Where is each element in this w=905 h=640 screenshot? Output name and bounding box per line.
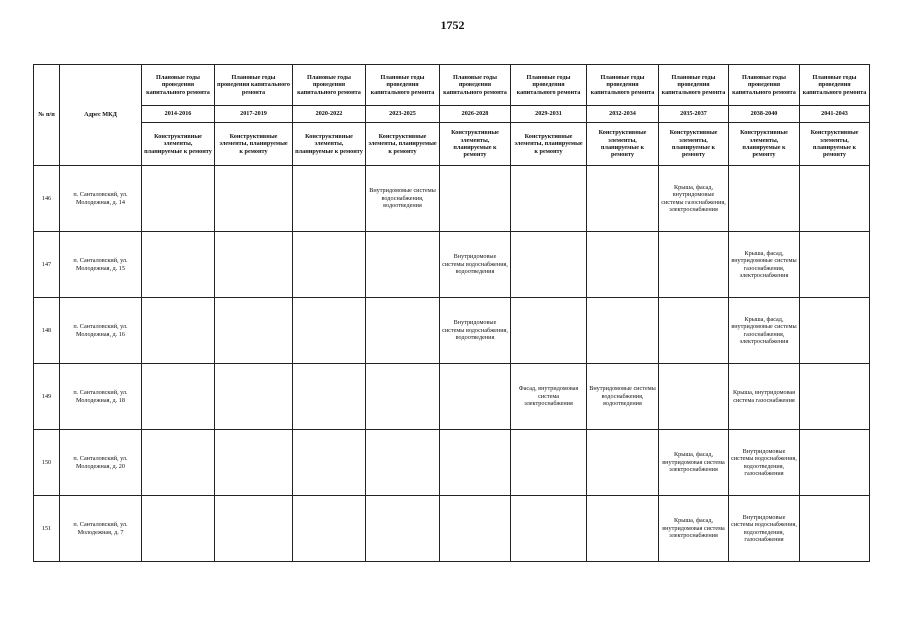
row-elements-cell: Крыша, фасад, внутридомовые системы газоснабжения, электроснабжения	[659, 166, 729, 232]
table-row	[34, 298, 870, 364]
header-elements-label: Конструктивные элементы, планируемые к ремонту	[215, 123, 293, 166]
row-elements-cell	[142, 232, 215, 298]
row-elements-cell	[659, 298, 729, 364]
header-period-range: 2017-2019	[215, 106, 293, 123]
row-elements-cell: Внутридомовые системы водоснабжения, водоотведения	[587, 364, 659, 430]
row-elements-cell	[440, 166, 511, 232]
row-elements-cell	[366, 430, 440, 496]
row-number: 149	[34, 364, 60, 430]
row-elements-cell: Фасад, внутридомовая система электроснабжения	[511, 364, 587, 430]
row-number: 151	[34, 496, 60, 562]
row-elements-cell: Внутридомовые системы водоснабжения, водоотведения	[366, 166, 440, 232]
header-period-label: Плановые годы проведения капитального ремонта	[142, 65, 215, 106]
header-elements-label: Конструктивные элементы, планируемые к ремонту	[511, 123, 587, 166]
row-elements-cell	[440, 496, 511, 562]
row-elements-cell	[800, 430, 870, 496]
row-elements-cell	[215, 496, 293, 562]
row-elements-cell	[800, 298, 870, 364]
table-header	[34, 65, 870, 166]
header-period-label: Плановые годы проведения капитального ремонта	[293, 65, 366, 106]
row-address: п. Санталовский, ул. Молодежная, д. 18	[60, 364, 142, 430]
row-elements-cell	[215, 298, 293, 364]
row-elements-cell	[293, 298, 366, 364]
row-address: п. Санталовский, ул. Молодежная, д. 16	[60, 298, 142, 364]
row-elements-cell	[366, 298, 440, 364]
row-elements-cell	[587, 430, 659, 496]
header-elements-label: Конструктивные элементы, планируемые к ремонту	[659, 123, 729, 166]
header-address: Адрес МКД	[60, 65, 142, 166]
header-elements-label: Конструктивные элементы, планируемые к ремонту	[729, 123, 800, 166]
row-number: 148	[34, 298, 60, 364]
row-elements-cell: Крыша, фасад, внутридомовая система электроснабжения	[659, 496, 729, 562]
row-elements-cell	[215, 430, 293, 496]
header-period-label: Плановые годы проведения капитального ремонта	[215, 65, 293, 106]
row-elements-cell	[511, 166, 587, 232]
table-body	[34, 166, 870, 562]
row-address: п. Санталовский, ул. Молодежная, д. 20	[60, 430, 142, 496]
capital-repair-plan-table	[33, 64, 870, 562]
row-elements-cell	[659, 232, 729, 298]
row-elements-cell: Крыша, фасад, внутридомовые системы газоснабжения, электроснабжения	[729, 232, 800, 298]
header-elements-label: Конструктивные элементы, планируемые к ремонту	[293, 123, 366, 166]
header-period-range: 2026-2028	[440, 106, 511, 123]
row-elements-cell	[587, 232, 659, 298]
row-address: п. Санталовский, ул. Молодежная, д. 15	[60, 232, 142, 298]
row-elements-cell	[440, 430, 511, 496]
row-elements-cell	[659, 364, 729, 430]
row-elements-cell: Внутридомовые системы водоснабжения, водоотведения, газоснабжения	[729, 496, 800, 562]
header-elements-label: Конструктивные элементы, планируемые к ремонту	[366, 123, 440, 166]
row-elements-cell	[440, 364, 511, 430]
header-period-range: 2029-2031	[511, 106, 587, 123]
row-elements-cell	[587, 166, 659, 232]
row-elements-cell	[800, 364, 870, 430]
row-elements-cell	[215, 166, 293, 232]
header-period-range: 2041-2043	[800, 106, 870, 123]
row-elements-cell	[142, 430, 215, 496]
row-number: 150	[34, 430, 60, 496]
table-row	[34, 496, 870, 562]
row-elements-cell	[142, 364, 215, 430]
header-period-label: Плановые годы проведения капитального ремонта	[366, 65, 440, 106]
header-period-range: 2020-2022	[293, 106, 366, 123]
row-elements-cell	[511, 232, 587, 298]
row-elements-cell	[293, 496, 366, 562]
row-elements-cell	[511, 298, 587, 364]
row-elements-cell	[293, 364, 366, 430]
row-elements-cell	[800, 166, 870, 232]
header-period-range: 2035-2037	[659, 106, 729, 123]
row-elements-cell: Внутридомовые системы водоснабжения, водоотведения, газоснабжения	[729, 430, 800, 496]
table-row	[34, 166, 870, 232]
row-elements-cell	[293, 166, 366, 232]
row-elements-cell	[587, 298, 659, 364]
table-row	[34, 232, 870, 298]
row-elements-cell	[587, 496, 659, 562]
page-number: 1752	[440, 18, 465, 32]
row-address: п. Санталовский, ул. Молодежная, д. 7	[60, 496, 142, 562]
header-elements-label: Конструктивные элементы, планируемые к ремонту	[142, 123, 215, 166]
row-elements-cell	[293, 232, 366, 298]
row-number: 146	[34, 166, 60, 232]
row-elements-cell	[729, 166, 800, 232]
row-elements-cell	[142, 166, 215, 232]
row-elements-cell	[142, 298, 215, 364]
table-row	[34, 430, 870, 496]
header-period-label: Плановые годы проведения капитального ремонта	[800, 65, 870, 106]
row-elements-cell: Крыша, фасад, внутридомовые системы газоснабжения, электроснабжения	[729, 298, 800, 364]
header-period-label: Плановые годы проведения капитального ремонта	[729, 65, 800, 106]
row-elements-cell	[366, 232, 440, 298]
row-elements-cell	[215, 364, 293, 430]
row-elements-cell	[366, 496, 440, 562]
row-elements-cell	[293, 430, 366, 496]
header-elements-label: Конструктивные элементы, планируемые к ремонту	[587, 123, 659, 166]
row-address: п. Санталовский, ул. Молодежная, д. 14	[60, 166, 142, 232]
row-elements-cell: Крыша, фасад, внутридомовая система электроснабжения	[659, 430, 729, 496]
row-elements-cell	[215, 232, 293, 298]
header-elements-label: Конструктивные элементы, планируемые к ремонту	[440, 123, 511, 166]
header-period-range: 2038-2040	[729, 106, 800, 123]
row-elements-cell	[800, 496, 870, 562]
header-period-range: 2032-2034	[587, 106, 659, 123]
row-number: 147	[34, 232, 60, 298]
header-period-label: Плановые годы проведения капитального ремонта	[511, 65, 587, 106]
header-period-range: 2014-2016	[142, 106, 215, 123]
row-elements-cell: Внутридомовые системы водоснабжения, водоотведения	[440, 232, 511, 298]
row-elements-cell: Внутридомовые системы водоснабжения, водоотведения	[440, 298, 511, 364]
row-elements-cell	[511, 496, 587, 562]
table-row	[34, 364, 870, 430]
header-period-range: 2023-2025	[366, 106, 440, 123]
row-elements-cell	[511, 430, 587, 496]
header-period-label: Плановые годы проведения капитального ремонта	[659, 65, 729, 106]
header-num: № п/п	[34, 65, 60, 166]
header-period-label: Плановые годы проведения капитального ремонта	[587, 65, 659, 106]
row-elements-cell	[142, 496, 215, 562]
row-elements-cell	[800, 232, 870, 298]
header-elements-label: Конструктивные элементы, планируемые к ремонту	[800, 123, 870, 166]
row-elements-cell	[366, 364, 440, 430]
header-period-label: Плановые годы проведения капитального ремонта	[440, 65, 511, 106]
row-elements-cell: Крыша, внутридомовая система газоснабжения	[729, 364, 800, 430]
